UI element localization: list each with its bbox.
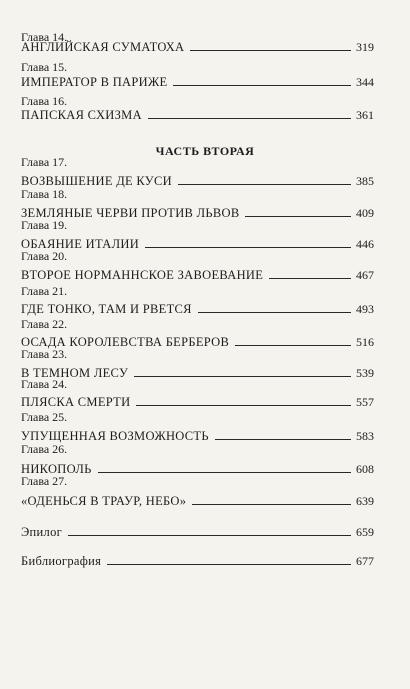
- toc-entry[interactable]: [21, 268, 374, 283]
- chapter-number: Глава 22.: [21, 317, 68, 331]
- chapter-number: Глава 20.: [21, 249, 68, 263]
- chapter-number: Глава 19.: [21, 218, 68, 232]
- entry-title: Эпилог: [21, 525, 63, 539]
- page-number: 516: [356, 335, 374, 349]
- page-number: 677: [356, 554, 374, 568]
- part-heading: ЧАСТЬ ВТОРАЯ: [155, 144, 255, 158]
- leader-line: [192, 504, 351, 505]
- entry-title: ОБАЯНИЕ ИТАЛИИ: [21, 237, 140, 251]
- toc-entry[interactable]: [21, 554, 374, 569]
- toc-entry[interactable]: [21, 302, 374, 317]
- leader-line: [269, 278, 351, 279]
- entry-title: ГДЕ ТОНКО, ТАМ И РВЕТСЯ: [21, 302, 192, 316]
- entry-title: ВТОРОЕ НОРМАННСКОЕ ЗАВОЕВАНИЕ: [21, 268, 264, 282]
- page-number: 557: [356, 395, 374, 409]
- entry-title: ИМПЕРАТОР В ПАРИЖЕ: [21, 75, 168, 89]
- page-number: 409: [356, 206, 374, 220]
- leader-line: [245, 216, 351, 217]
- leader-line: [98, 472, 351, 473]
- page-number: 493: [356, 302, 374, 316]
- toc-entry[interactable]: [21, 395, 374, 410]
- leader-line: [148, 118, 351, 119]
- chapter-number: Глава 17.: [21, 155, 68, 169]
- page-number: 539: [356, 366, 374, 380]
- page-number: 608: [356, 462, 374, 476]
- chapter-number: Глава 15.: [21, 60, 68, 74]
- entry-title: УПУЩЕННАЯ ВОЗМОЖНОСТЬ: [21, 429, 209, 443]
- entry-title: ПЛЯСКА СМЕРТИ: [21, 395, 131, 409]
- entry-title: НИКОПОЛЬ: [21, 462, 92, 476]
- page-number: 446: [356, 237, 374, 251]
- toc-entry[interactable]: [21, 40, 374, 55]
- leader-line: [173, 85, 351, 86]
- leader-line: [107, 564, 351, 565]
- chapter-number: Глава 27.: [21, 474, 68, 488]
- chapter-number: Глава 24.: [21, 377, 68, 391]
- leader-line: [145, 247, 351, 248]
- leader-line: [235, 345, 351, 346]
- page-number: 385: [356, 174, 374, 188]
- toc-entry[interactable]: [21, 75, 374, 90]
- entry-title: ЗЕМЛЯНЫЕ ЧЕРВИ ПРОТИВ ЛЬВОВ: [21, 206, 240, 220]
- chapter-number: Глава 23.: [21, 347, 68, 361]
- toc-entry[interactable]: [21, 494, 374, 509]
- page-number: 659: [356, 525, 374, 539]
- entry-title: В ТЕМНОМ ЛЕСУ: [21, 366, 129, 380]
- page-number: 583: [356, 429, 374, 443]
- toc-entry[interactable]: [21, 525, 374, 540]
- chapter-number: Глава 21.: [21, 284, 68, 298]
- entry-title: ВОЗВЫШЕНИЕ ДЕ КУСИ: [21, 174, 172, 188]
- leader-line: [68, 535, 351, 536]
- leader-line: [190, 50, 351, 51]
- page-number: 467: [356, 268, 374, 282]
- page-number: 344: [356, 75, 374, 89]
- chapter-number: Глава 26.: [21, 442, 68, 456]
- leader-line: [198, 312, 351, 313]
- leader-line: [178, 184, 351, 185]
- chapter-number: Глава 16.: [21, 94, 68, 108]
- toc-entry[interactable]: [21, 108, 374, 123]
- leader-line: [215, 439, 351, 440]
- entry-title: Библиография: [21, 554, 102, 568]
- page-number: 319: [356, 40, 374, 54]
- page-number: 639: [356, 494, 374, 508]
- chapter-number: Глава 25.: [21, 410, 68, 424]
- entry-title: «ОДЕНЬСЯ В ТРАУР, НЕБО»: [21, 494, 187, 508]
- page-number: 361: [356, 108, 374, 122]
- chapter-number: Глава 18.: [21, 187, 68, 201]
- entry-title: АНГЛИЙСКАЯ СУМАТОХА: [21, 40, 185, 54]
- leader-line: [136, 405, 351, 406]
- entry-title: ПАПСКАЯ СХИЗМА: [21, 108, 142, 122]
- entry-title: ОСАДА КОРОЛЕВСТВА БЕРБЕРОВ: [21, 335, 230, 349]
- chapter-number: Глава 14.: [21, 30, 68, 44]
